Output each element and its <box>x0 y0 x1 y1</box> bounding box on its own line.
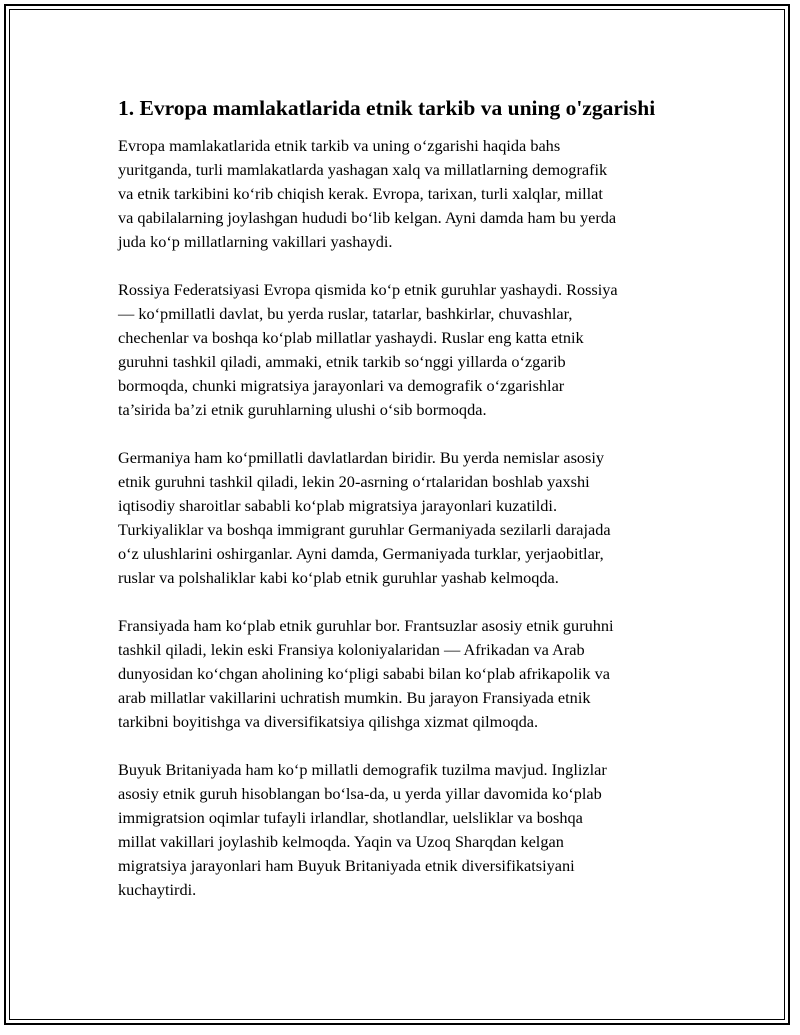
paragraph-line: tarkibni boyitishga va diversifikatsiya qilishga xizmat qilmoqda. <box>118 712 539 731</box>
paragraph-line: etnik guruhni tashkil qiladi, lekin 20-asrning o‘rtalaridan boshlab yaxshi <box>118 472 590 491</box>
paragraph-line: immigratsion oqimlar tufayli irlandlar, shotlandlar, uelsliklar va boshqa <box>118 808 583 827</box>
paragraph-line: tashkil qiladi, lekin eski Fransiya koloniyalaridan — Afrikadan va Arab <box>118 640 585 659</box>
paragraph-line: guruhni tashkil qiladi, ammaki, etnik tarkib so‘nggi yillarda o‘zgarib <box>118 352 566 371</box>
paragraph-list <box>118 134 698 902</box>
paragraph-line: kuchaytirdi. <box>118 880 197 899</box>
paragraph-line: migratsiya jarayonlari ham Buyuk Britaniyada etnik diversifikatsiyani <box>118 856 575 875</box>
paragraph-line: chechenlar va boshqa ko‘plab millatlar yashaydi. Ruslar eng katta etnik <box>118 328 584 347</box>
paragraph-line: Rossiya Federatsiyasi Evropa qismida ko‘p etnik guruhlar yashaydi. Rossiya <box>118 280 618 299</box>
paragraph <box>118 446 698 590</box>
paragraph-line: va qabilalarning joylashgan hududi bo‘lib kelgan. Ayni damda ham bu yerda <box>118 208 617 227</box>
paragraph-line: yuritganda, turli mamlakatlarda yashagan xalq va millatlarning demografik <box>118 160 608 179</box>
paragraph-line: bormoqda, chunki migratsiya jarayonlari va demografik o‘zgarishlar <box>118 376 565 395</box>
paragraph-line: o‘z ulushlarini oshirganlar. Ayni damda, Germaniyada turklar, yerjaobitlar, <box>118 544 604 563</box>
paragraph-line: arab millatlar vakillarini uchratish mumkin. Bu jarayon Fransiyada etnik <box>118 688 591 707</box>
document-body <box>118 94 698 926</box>
paragraph-line: Buyuk Britaniyada ham ko‘p millatli demografik tuzilma mavjud. Inglizlar <box>118 760 607 779</box>
paragraph-line: — ko‘pmillatli davlat, bu yerda ruslar, tatarlar, bashkirlar, chuvashlar, <box>118 304 573 323</box>
paragraph-line: Turkiyaliklar va boshqa immigrant guruhlar Germaniyada sezilarli darajada <box>118 520 611 539</box>
paragraph-line: Germaniya ham ko‘pmillatli davlatlardan biridir. Bu yerda nemislar asosiy <box>118 448 605 467</box>
section-heading: 1. Evropa mamlakatlarida etnik tarkib va uning o'zgarishi <box>118 96 656 120</box>
paragraph-line: juda ko‘p millatlarning vakillari yashaydi. <box>118 232 393 251</box>
paragraph <box>118 614 698 734</box>
paragraph-line: va etnik tarkibini ko‘rib chiqish kerak. Evropa, tarixan, turli xalqlar, millat <box>118 184 603 203</box>
paragraph-line: iqtisodiy sharoitlar sababli ko‘plab migratsiya jarayonlari kuzatildi. <box>118 496 558 515</box>
paragraph-line: dunyosidan ko‘chgan aholining ko‘pligi sababi bilan ko‘plab afrikapolik va <box>118 664 610 683</box>
paragraph <box>118 278 698 422</box>
paragraph-line: asosiy etnik guruh hisoblangan bo‘lsa-da, u yerda yillar davomida ko‘plab <box>118 784 602 803</box>
paragraph-line: Evropa mamlakatlarida etnik tarkib va uning o‘zgarishi haqida bahs <box>118 136 561 155</box>
paragraph <box>118 134 698 254</box>
paragraph-line: ruslar va polshaliklar kabi ko‘plab etnik guruhlar yashab kelmoqda. <box>118 568 559 587</box>
paragraph <box>118 758 698 902</box>
paragraph-line: millat vakillari joylashib kelmoqda. Yaqin va Uzoq Sharqdan kelgan <box>118 832 564 851</box>
paragraph-line: ta’sirida ba’zi etnik guruhlarning ulushi o‘sib bormoqda. <box>118 400 487 419</box>
paragraph-line: Fransiyada ham ko‘plab etnik guruhlar bor. Frantsuzlar asosiy etnik guruhni <box>118 616 614 635</box>
